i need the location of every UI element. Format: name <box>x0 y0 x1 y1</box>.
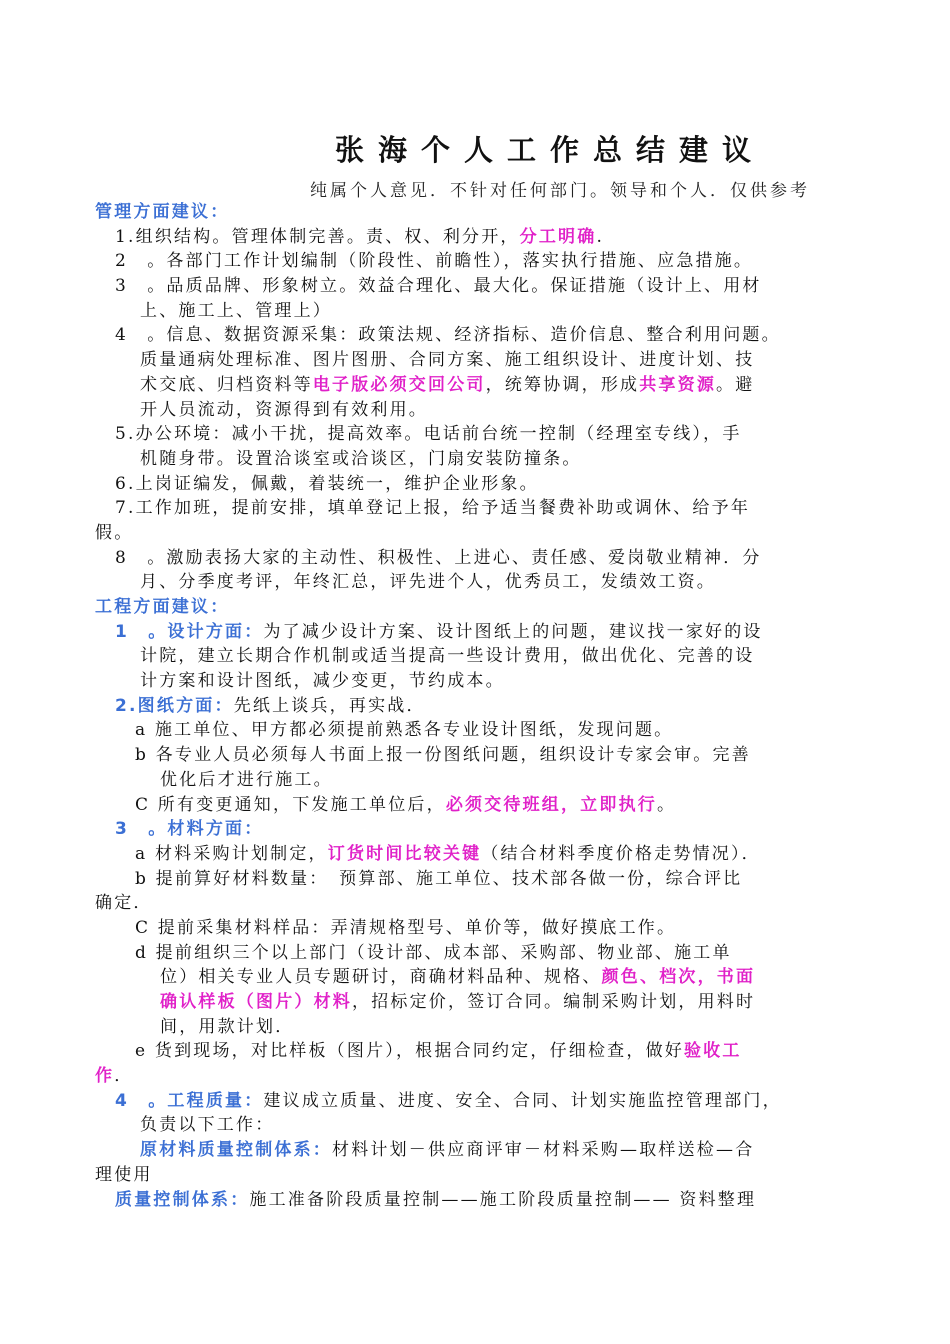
eng-item-3-d-cont: 位）相关专业人员专题研讨，商确材料品种、规格、颜色、档次，书面 <box>160 967 756 988</box>
mgmt-item-3: 3 。品质品牌、形象树立。效益合理化、最大化。保证措施（设计上、用材 <box>115 276 762 297</box>
item-heading: 2.图纸方面： <box>115 695 234 716</box>
mgmt-item-5: 5.办公环境：减小干扰，提高效率。电话前台统一控制（经理室专线），手 <box>115 424 742 445</box>
eng-item-2: 2.图纸方面：先纸上谈兵，再实战． <box>115 695 426 716</box>
mgmt-item-4-cont: 质量通病处理标准、图片图册、合同方案、施工组织设计、进度计划、技 <box>140 350 755 371</box>
highlight-text: 验收工 <box>683 1041 742 1062</box>
item-heading: 原材料质量控制体系： <box>140 1140 332 1161</box>
eng-item-4-cont: 负责以下工作： <box>140 1115 275 1136</box>
eng-item-3-c: C 提前采集材料样品：弄清规格型号、单价等，做好摸底工作。 <box>135 917 677 938</box>
eng-item-3-d-cont: 间，用款计划． <box>160 1016 295 1037</box>
mgmt-item-4-cont: 术交底、归档资料等电子版必须交回公司，统筹协调，形成共享资源。避 <box>140 374 755 395</box>
mgmt-item-3-cont: 上、施工上、管理上） <box>140 300 332 321</box>
eng-item-1-cont: 计方案和设计图纸，减少变更，节约成本。 <box>140 671 505 692</box>
eng-item-2-b-cont: 优化后才进行施工。 <box>160 769 333 790</box>
quality-control-system: 质量控制体系：施工准备阶段质量控制——施工阶段质量控制—— 资料整理 <box>115 1189 757 1210</box>
mgmt-item-8: 8 。激励表扬大家的主动性、积极性、上进心、责任感、爱岗敬业精神．分 <box>115 547 762 568</box>
mgmt-item-2: 2 。各部门工作计划编制（阶段性、前瞻性），落实执行措施、应急措施。 <box>115 251 754 272</box>
eng-item-2-b: b 各专业人员必须每人书面上报一份图纸问题，组织设计专家会审。完善 <box>135 745 751 766</box>
item-heading: 质量控制体系： <box>115 1189 250 1210</box>
highlight-text: 分工明确 <box>519 226 597 247</box>
eng-item-3-d-cont: 确认样板（图片）材料，招标定价，签订合同。编制采购计划，用料时 <box>160 992 756 1012</box>
eng-item-3 <box>95 817 855 842</box>
eng-item-3-b: b 提前算好材料数量： 预算部、施工单位、技术部各做一份，综合评比 <box>135 868 743 889</box>
highlight-text: 共享资源 <box>639 374 717 395</box>
mgmt-item-8-cont: 月、分季度考评，年终汇总，评先进个人，优秀员工，发绩效工资。 <box>140 572 716 593</box>
eng-item-3-b-cont: 确定． <box>95 893 153 914</box>
section-heading-management: 管理方面建议： <box>95 202 230 222</box>
item-heading: 3 。材料方面： <box>115 819 264 840</box>
eng-item-3-a: a 材料采购计划制定，订货时间比较关键（结合材料季度价格走势情况）． <box>135 843 761 864</box>
eng-item-2-a: a 施工单位、甲方都必须提前熟悉各专业设计图纸，发现问题。 <box>135 720 674 741</box>
section-heading-engineering: 工程方面建议： <box>95 597 230 617</box>
quality-system-raw-material-cont: 理使用 <box>95 1164 153 1185</box>
eng-item-1: 1 。设计方面：为了减少设计方案、设计图纸上的问题，建议找一家好的设 <box>115 621 763 642</box>
item-heading: 4 。工程质量： <box>115 1090 264 1111</box>
mgmt-item-4-cont: 开人员流动，资源得到有效利用。 <box>140 399 428 420</box>
mgmt-item-6: 6.上岗证编发，佩戴，着装统一，维护企业形象。 <box>115 473 539 494</box>
document-body <box>95 200 855 1212</box>
eng-item-4: 4 。工程质量：建议成立质量、进度、安全、合同、计划实施监控管理部门， <box>115 1090 782 1111</box>
eng-item-2-c: C 所有变更通知，下发施工单位后，必须交待班组，立即执行。 <box>135 794 677 815</box>
highlight-text: 确认样板（图片）材料 <box>160 992 352 1012</box>
mgmt-item-1: 1.组织结构。管理体制完善。责、权、利分开，分工明确. <box>115 226 605 247</box>
highlight-text: 电子版必须交回公司 <box>312 374 486 395</box>
eng-item-3-e: e 货到现场，对比样板（图片），根据合同约定，仔细检查，做好验收工 <box>135 1041 742 1062</box>
eng-item-1-cont: 计院，建立长期合作机制或适当提高一些设计费用，做出优化、完善的设 <box>140 646 755 667</box>
document-title: 张海个人工作总结建议 <box>334 133 765 167</box>
highlight-text: 必须交待班组，立即执行 <box>445 794 658 815</box>
highlight-text: 订货时间比较关键 <box>327 843 482 864</box>
item-heading: 1 。设计方面： <box>115 621 264 642</box>
quality-system-raw-material: 原材料质量控制体系：材料计划－供应商评审－材料采购—取样送检—合 <box>140 1140 755 1161</box>
mgmt-item-5-cont: 机随身带。设置洽谈室或洽谈区，门扇安装防撞条。 <box>140 448 582 469</box>
eng-item-3-d: d 提前组织三个以上部门（设计部、成本部、采购部、物业部、施工单 <box>135 942 732 963</box>
highlight-text: 作 <box>95 1066 115 1087</box>
mgmt-item-4: 4 。信息、数据资源采集：政策法规、经济指标、造价信息、整合利用问题。 <box>115 325 781 346</box>
highlight-text: 颜色、档次，书面 <box>601 967 756 988</box>
mgmt-item-7: 7.工作加班，提前安排，填单登记上报，给予适当餐费补助或调休、给予年 <box>115 498 751 519</box>
document-subtitle: 纯属个人意见．不针对任何部门。领导和个人．仅供参考 <box>310 181 810 201</box>
eng-item-3-e-cont: 作． <box>95 1066 134 1087</box>
mgmt-item-7-cont: 假。 <box>95 522 134 543</box>
